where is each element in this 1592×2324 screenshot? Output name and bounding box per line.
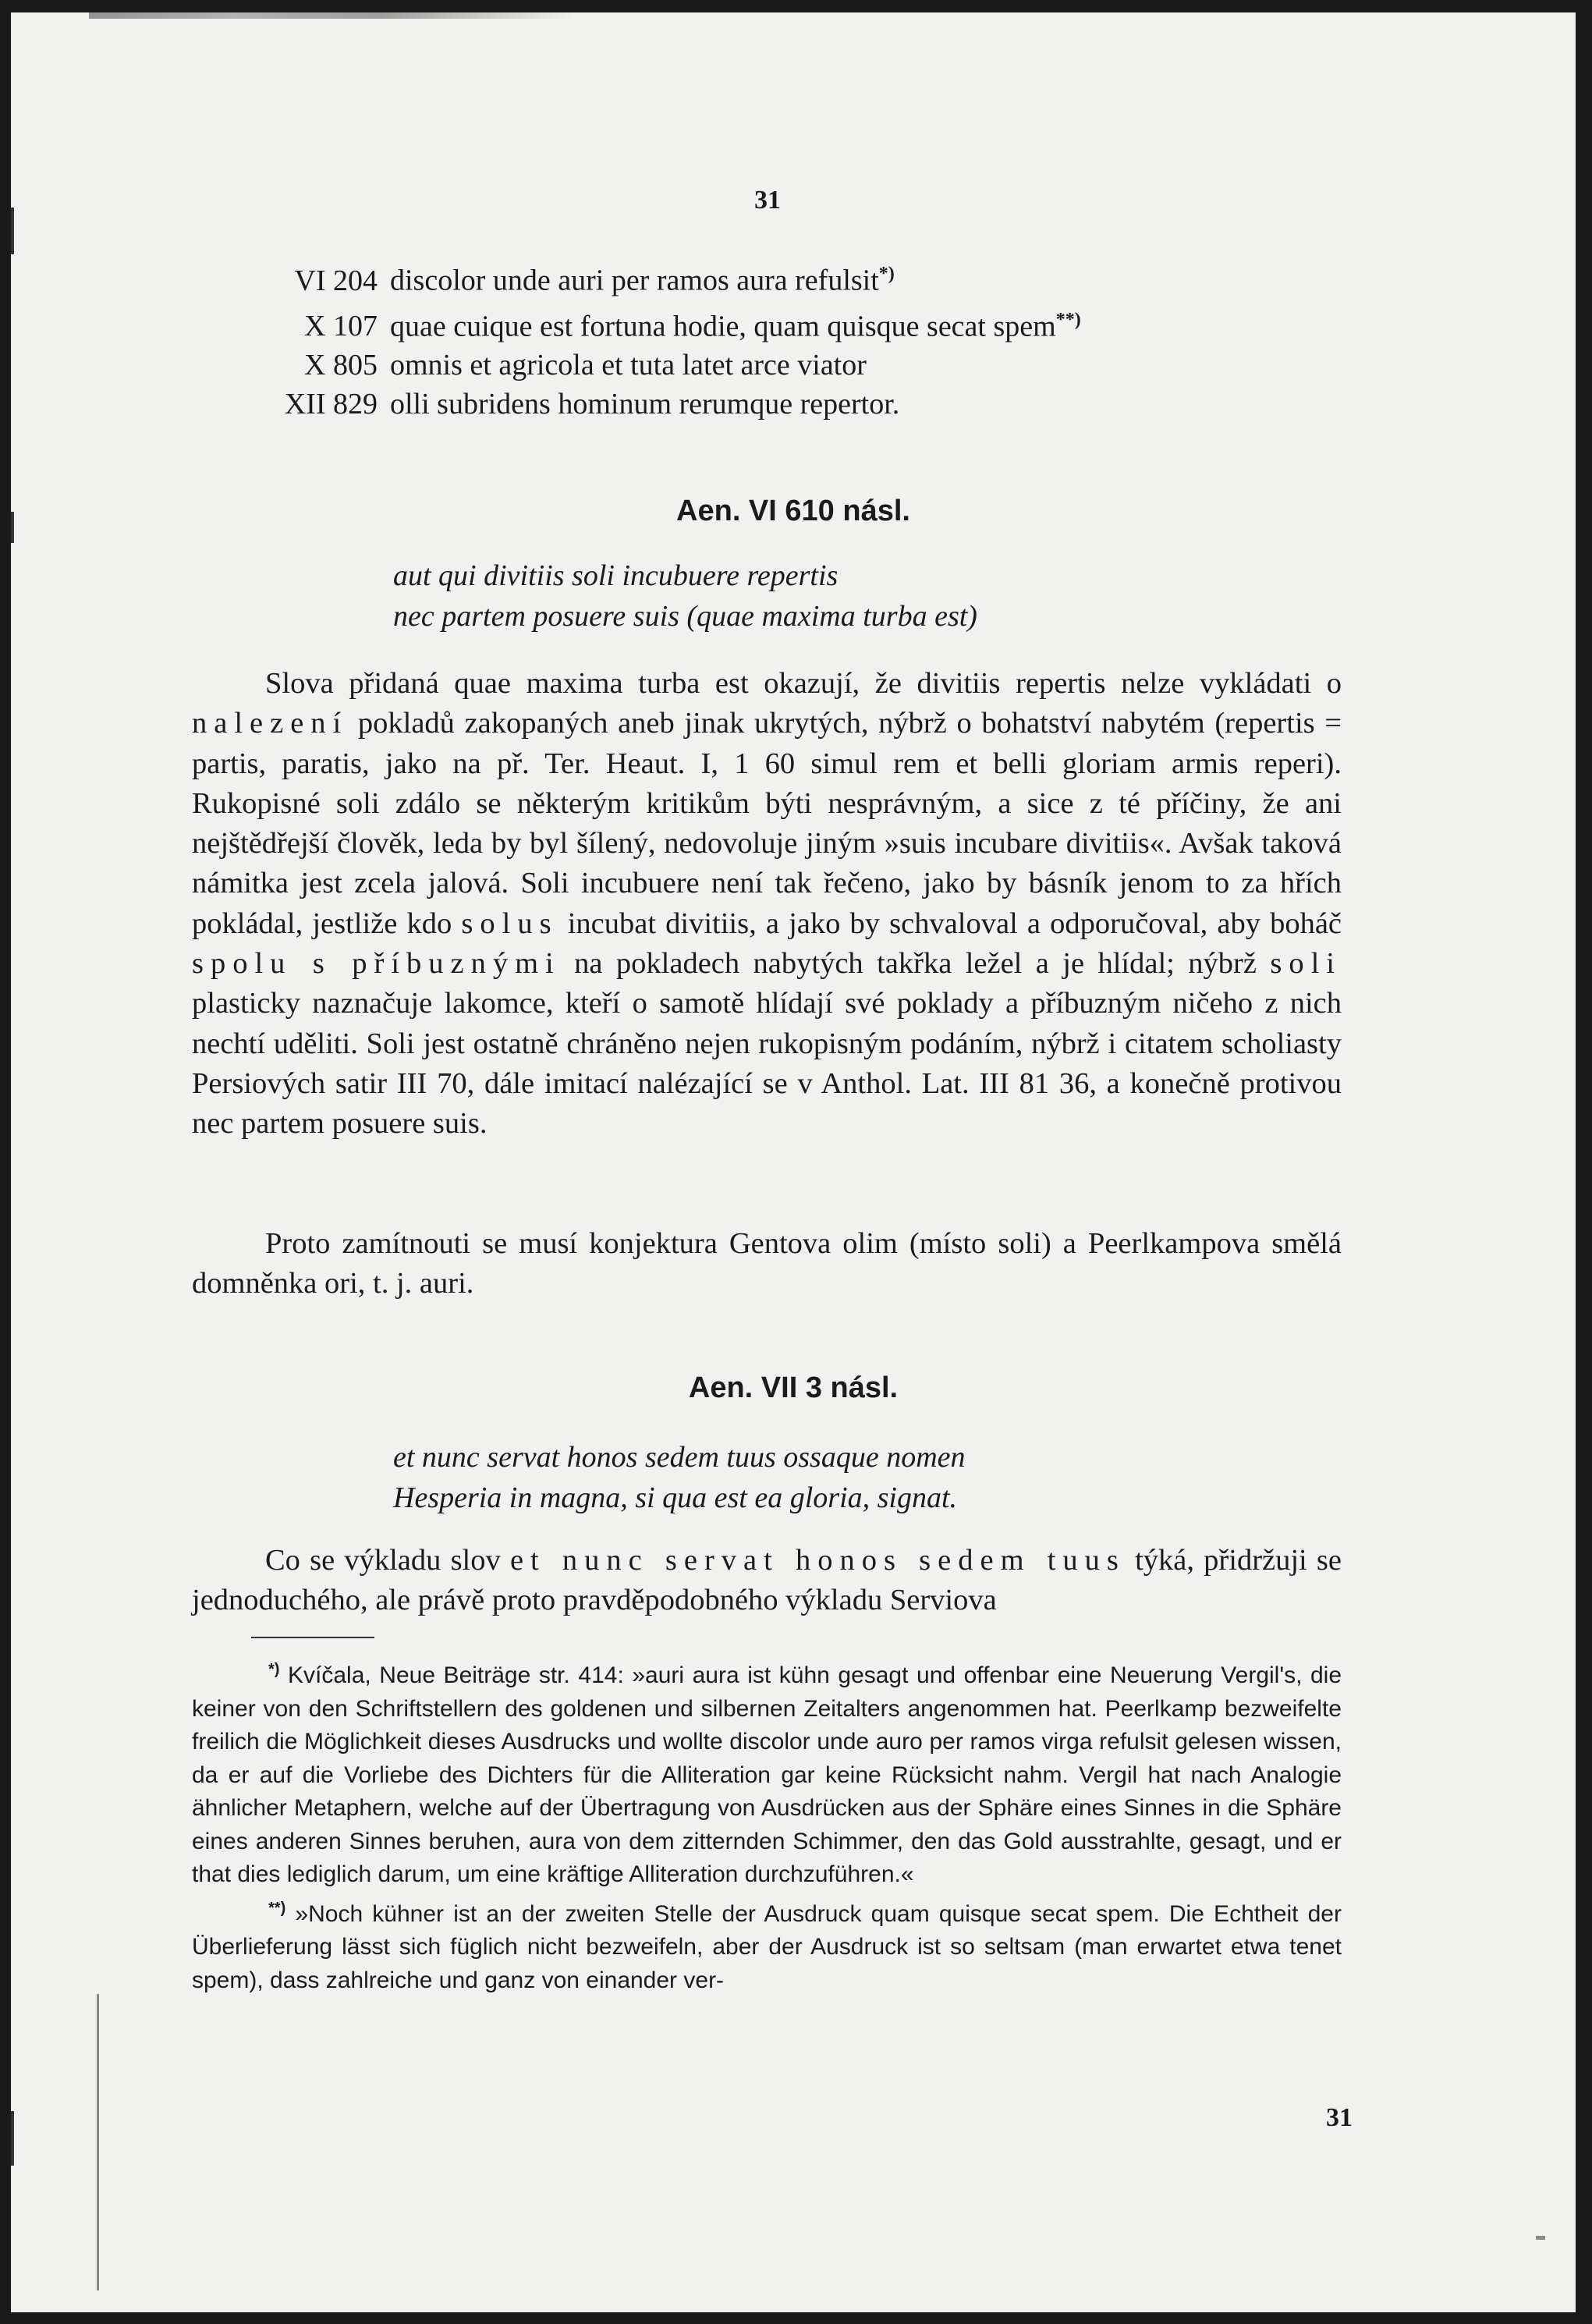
footnote-text: Kvíčala, Neue Beiträge str. 414: »auri aura ist kühn gesagt und offenbar eine Neuerung Vergil's, die keiner von den Schriftstellern des goldenen und silbernen Zeitalters angenommen hat. Peerlkamp bezweifelte freilich die Möglichkeit dieses Ausdrucks und wollte discolor unde auro per ramos virga refulsit gelesen wissen, da er auf die Vorliebe des Dichters für die Alliteration gar keine Rücksicht nahm. Vergil hat nach Analogie ähnlicher Metaphern, welche auf der Übertragung von Ausdrücken aus der Sphäre eines Sinnes in die Sphäre eines anderen Sinnes beruhen, aura von dem zitternden Schimmer, den das Gold ausstrahlte, gesagt, und er that dies lediglich darum, um eine kräftige Alliteration durchzuführen.«: [192, 1662, 1342, 1887]
verse-reference: VI 204: [294, 264, 378, 297]
spaced-emphasis: solus: [461, 907, 558, 940]
verse-line: [264, 385, 1081, 424]
text-run: Slova přidaná quae maxima turba est okazují, že divitiis repertis nelze vykládati o: [265, 667, 1342, 700]
quote-block-aen-vi: [393, 555, 977, 637]
scanned-page: [11, 12, 1576, 2312]
section-heading-aen-vi: Aen. VI 610 násl.: [676, 495, 910, 527]
verse-line: [264, 300, 1081, 346]
text-run: plasticky naznačuje lakomce, kteří o samotě hlídají své poklady a příbuzným ničeho z nich nechtí uděliti. Soli jest ostatně chráněno nejen rukopisným podáním, nýbrž i citatem scholiasty Persiových satir III 70, dále imitací nalézající se v Anthol. Lat. III 81 36, a konečně protivou nec partem posuere suis.: [192, 987, 1342, 1141]
footnote-marker: *): [268, 1661, 280, 1678]
spaced-emphasis: nalezení: [192, 707, 349, 740]
page-content: [11, 12, 1576, 2312]
text-run: incubat divitiis, a jako by schvaloval a odporučoval, aby boháč: [558, 907, 1342, 940]
quote-line: aut qui divitiis soli incubuere repertis: [393, 559, 839, 592]
verse-text: discolor unde auri per ramos aura refulsit: [390, 264, 879, 297]
verse-text: olli subridens hominum rerumque repertor.: [390, 388, 900, 421]
quote-line: nec partem posuere suis (quae maxima turba est): [393, 600, 977, 633]
verse-text: quae cuique est fortuna hodie, quam quisque secat spem: [390, 310, 1056, 343]
footnotes: [192, 1653, 1342, 1997]
verse-reference: XII 829: [284, 388, 378, 421]
footnote-separator: [251, 1637, 374, 1638]
body-paragraph-1: [192, 664, 1342, 1144]
quote-block-aen-vii: [393, 1437, 966, 1518]
verse-list: [264, 254, 1081, 424]
quote-line: et nunc servat honos sedem tuus ossaque nomen: [393, 1441, 966, 1474]
spaced-emphasis: et nunc servat honos sedem tuus: [509, 1544, 1126, 1577]
text-run: Co se výkladu slov: [265, 1544, 510, 1577]
footnote-marker: **): [1055, 309, 1081, 330]
spaced-emphasis: spolu s příbuznými: [192, 947, 561, 981]
quote-line: Hesperia in magna, si qua est ea gloria, signat.: [393, 1481, 958, 1514]
body-paragraph-2: Proto zamítnouti se musí konjektura Gentova olim (místo soli) a Peerlkampova smělá domněnka ori, t. j. auri.: [192, 1227, 1342, 1300]
verse-text: omnis et agricola et tuta latet arce viator: [390, 349, 867, 382]
text-run: na pokladech nabytých takřka ležel a je hlídal; nýbrž: [560, 947, 1271, 981]
footnote: [192, 1653, 1342, 1892]
verse-line: [264, 346, 1081, 385]
footnote-marker: *): [878, 264, 895, 284]
footnote-marker: **): [268, 1899, 286, 1917]
body-paragraph-3: [192, 1541, 1342, 1621]
spaced-emphasis: soli: [1270, 947, 1342, 981]
footnote: [192, 1892, 1342, 1998]
section-heading-aen-vii: Aen. VII 3 násl.: [688, 1371, 899, 1404]
verse-line: [264, 254, 1081, 300]
footer-page-number: 31: [1326, 2103, 1353, 2132]
text-run: týká, přidržuji se jednoduchého, ale právě proto pravděpodobného výkladu Serviova: [192, 1544, 1342, 1617]
page-number: 31: [754, 186, 781, 215]
text-run: pokladů zakopaných aneb jinak ukrytých, nýbrž o bohatství nabytém (repertis = partis, paratis, jako na př. Ter. Heaut. I, 1 60 simul rem et belli gloriam armis reperi). Rukopisné soli zdálo se některým kritikům býti nesprávným, a sice z té příčiny, že ani nejštědřejší člověk, leda by byl šílený, nedovoluje jiným »suis incubare divitiis«. Avšak taková námitka jest zcela jalová. Soli incubuere není tak řečeno, jako by básník jenom to za hřích pokládal, jestliže kdo: [192, 707, 1342, 940]
verse-reference: X 805: [304, 349, 378, 382]
verse-reference: X 107: [304, 310, 378, 343]
footnote-text: »Noch kühner ist an der zweiten Stelle der Ausdruck quam quisque secat spem. Die Echtheit der Überlieferung lässt sich füglich nicht bezweifeln, aber der Ausdruck ist so seltsam (man erwartet etwa tenet spem), dass zahlreiche und ganz von einander ver-: [192, 1900, 1342, 1993]
